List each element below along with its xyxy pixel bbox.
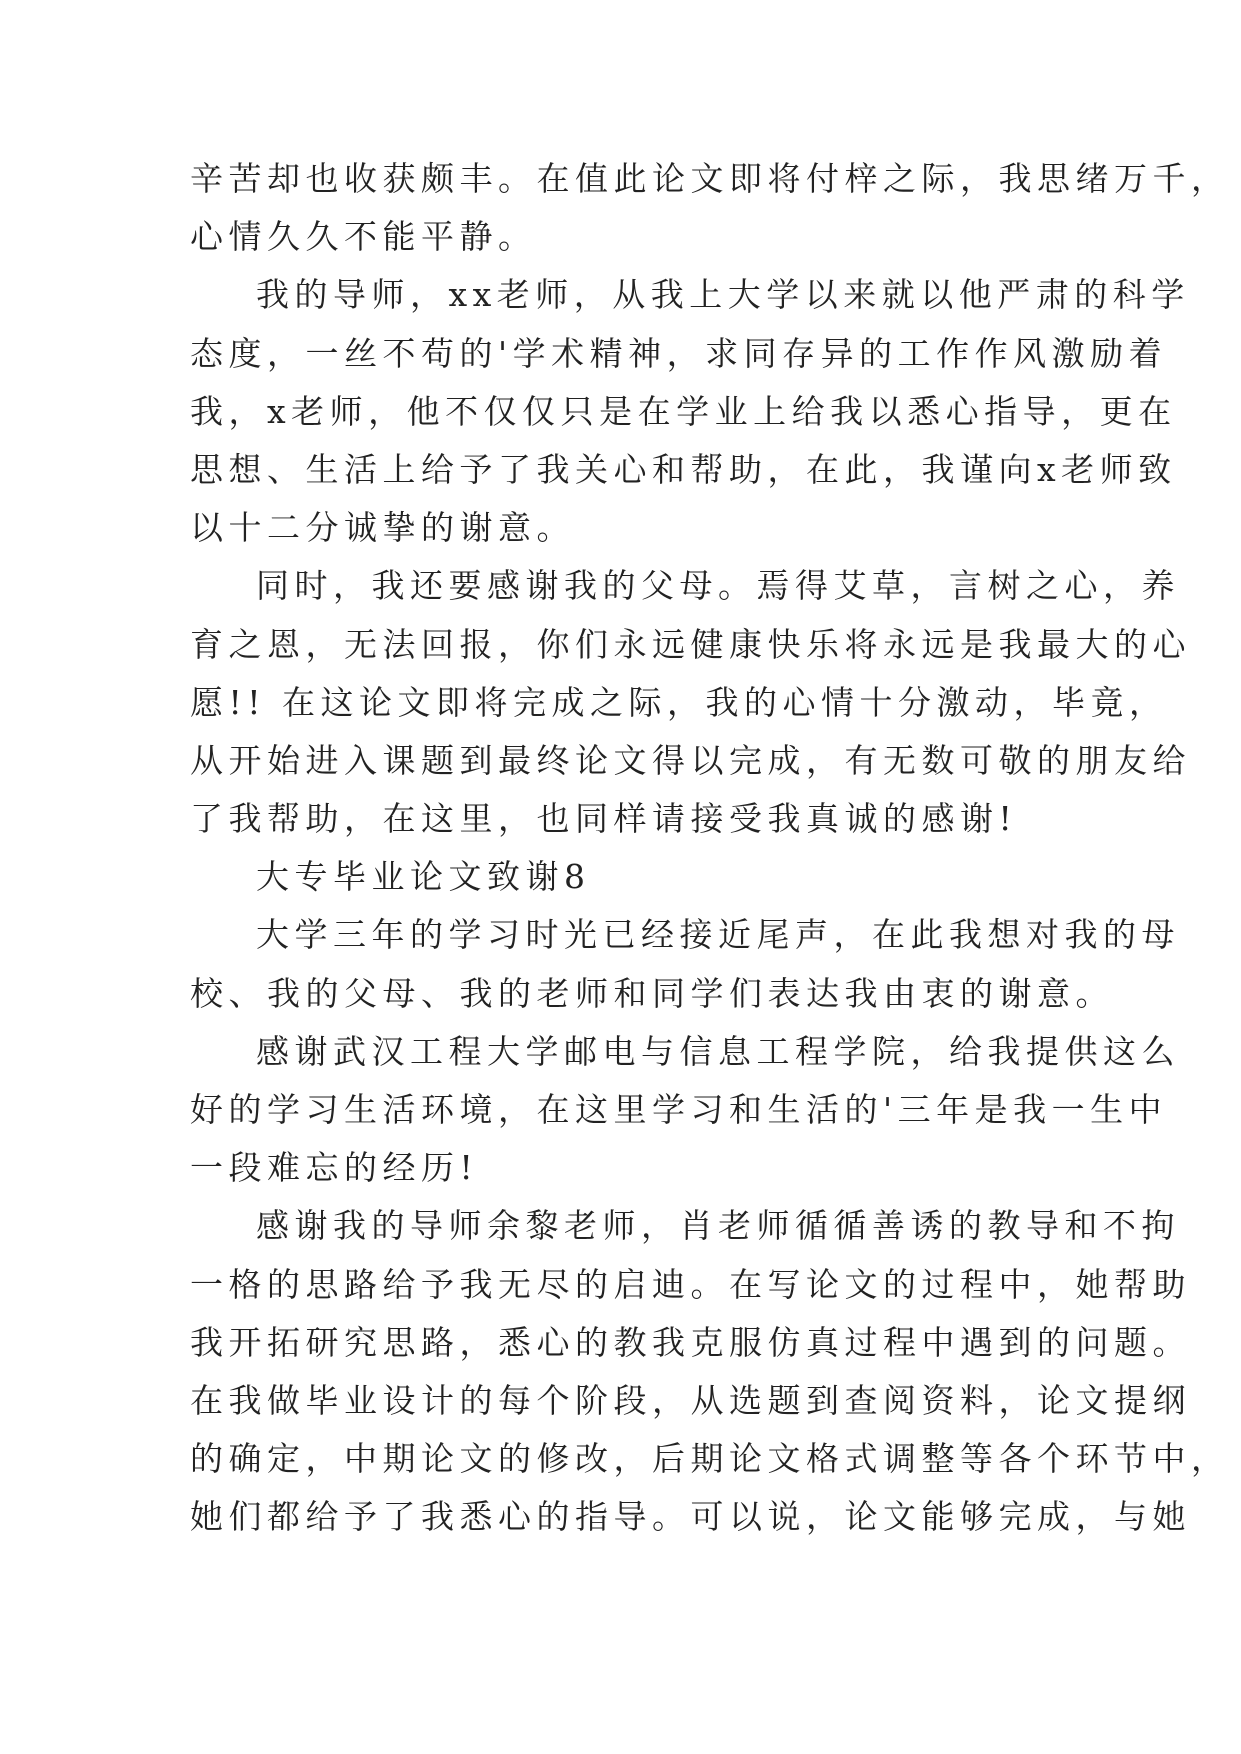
text-line: 心情久久不能平静。	[190, 217, 537, 257]
text-line: 好的学习生活环境，在这里学习和生活的'三年是我一生中	[190, 1090, 1168, 1129]
paragraph	[190, 906, 1180, 1022]
text-line: 思想、生活上给予了我关心和帮助，在此，我谨向x老师致	[190, 449, 1177, 489]
paragraph	[190, 557, 1191, 848]
text-line: 辛苦却也收获颇丰。在值此论文即将付梓之际，我思绪万千，	[190, 159, 1230, 198]
text-line: 大学三年的学习时光已经接近尾声，在此我想对我的母	[256, 915, 1180, 955]
text-line: 同时，我还要感谢我的父母。焉得艾草，言树之心，养	[256, 566, 1180, 606]
text-line: 感谢我的导师余黎老师，肖老师循循善诱的教导和不拘	[256, 1206, 1180, 1246]
heading-line: 大专毕业论文致谢8	[256, 857, 591, 897]
text-line: 从开始进入课题到最终论文得以完成，有无数可敬的朋友给	[190, 740, 1191, 780]
text-line: 一格的思路给予我无尽的启迪。在写论文的过程中，她帮助	[190, 1264, 1191, 1304]
text-line: 的确定，中期论文的修改，后期论文格式调整等各个环节中，	[190, 1439, 1230, 1479]
text-line: 了我帮助，在这里，也同样请接受我真诚的感谢!	[190, 799, 1018, 839]
text-line: 我的导师，xx老师，从我上大学以来就以他严肃的科学	[256, 275, 1190, 315]
text-line: 她们都给予了我悉心的指导。可以说，论文能够完成，与她	[190, 1497, 1191, 1537]
paragraph	[190, 150, 1230, 266]
text-line: 一段难忘的经历!	[190, 1148, 479, 1188]
text-line: 在我做毕业设计的每个阶段，从选题到查阅资料，论文提纲	[190, 1380, 1191, 1420]
section-heading	[190, 848, 1060, 906]
document-body	[190, 150, 1230, 1547]
text-line: 感谢武汉工程大学邮电与信息工程学院，给我提供这么	[256, 1031, 1180, 1071]
paragraph	[190, 1197, 1230, 1546]
paragraph	[190, 266, 1190, 557]
text-line: 我，x老师，他不仅仅只是在学业上给我以悉心指导，更在	[190, 391, 1177, 431]
text-line: 愿!! 在这论文即将完成之际，我的心情十分激动，毕竟，	[190, 682, 1168, 722]
text-line: 校、我的父母、我的老师和同学们表达我由衷的谢意。	[190, 973, 1114, 1013]
text-line: 我开拓研究思路，悉心的教我克服仿真过程中遇到的问题。	[190, 1322, 1191, 1362]
text-line: 育之恩，无法回报，你们永远健康快乐将永远是我最大的心	[190, 624, 1191, 664]
text-line: 以十二分诚挚的谢意。	[190, 508, 575, 548]
paragraph	[190, 1023, 1180, 1198]
text-line: 态度，一丝不苟的'学术精神，求同存异的工作作风激励着	[190, 333, 1168, 373]
